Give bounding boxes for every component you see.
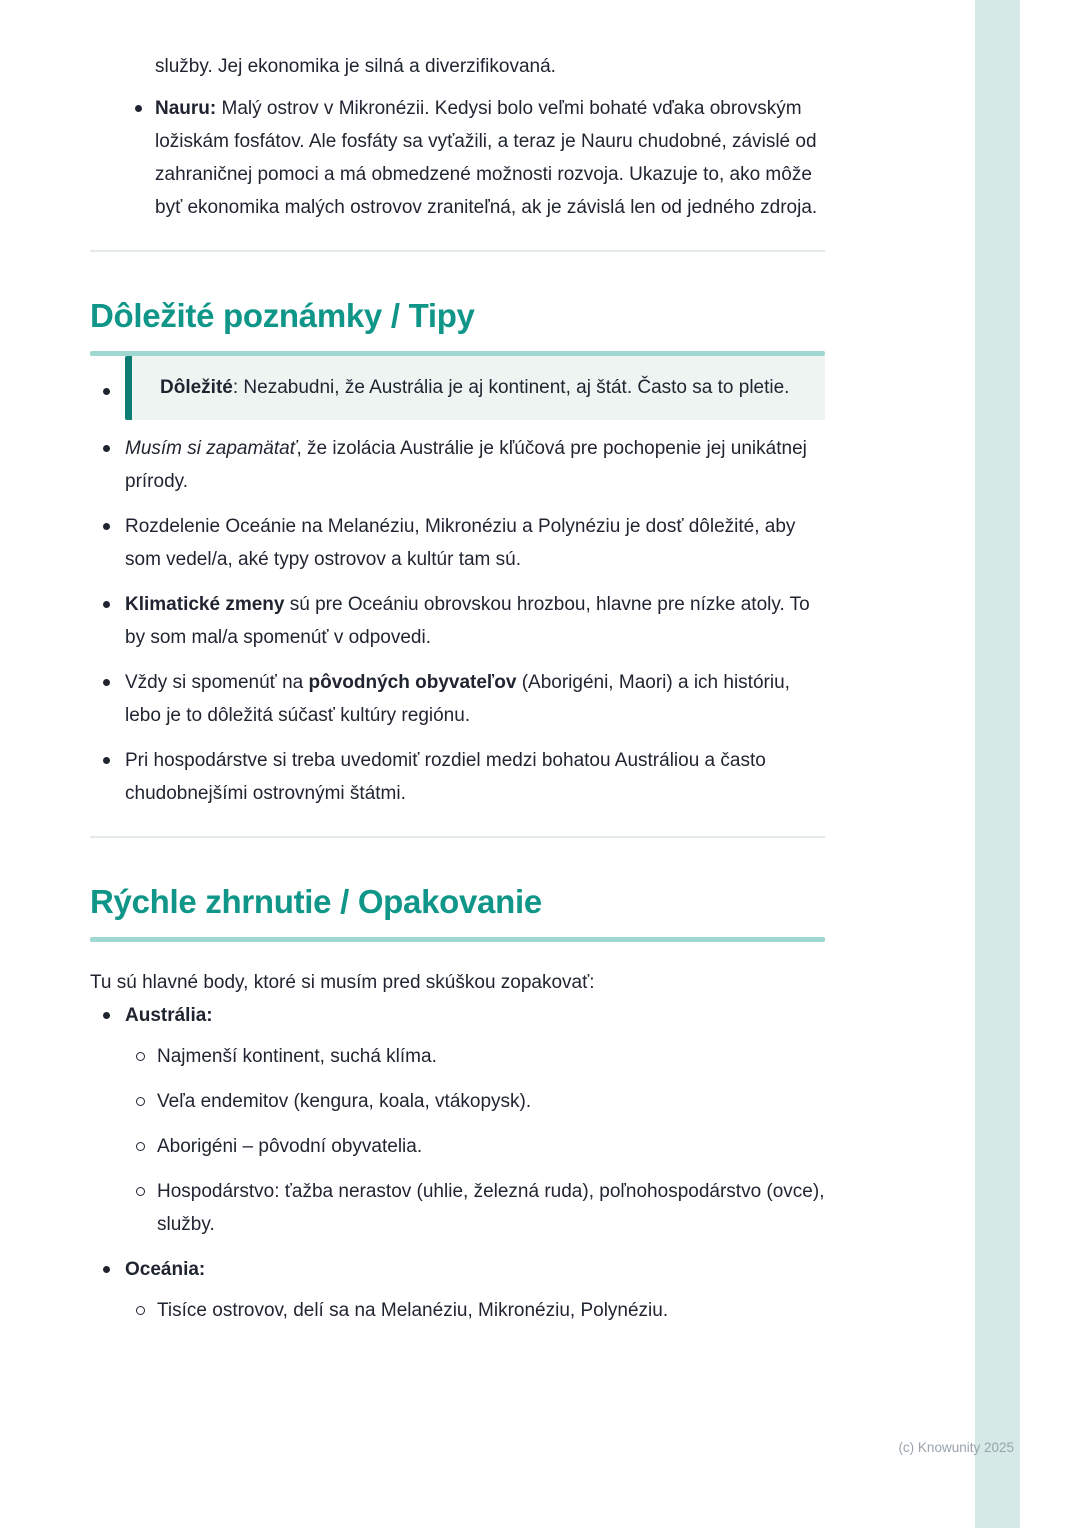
list-item-text: , že izolácia Austrálie je kľúčová pre pochopenie jej unikátnej prírody.	[125, 438, 807, 492]
list-item-text: (Aborigéni, Maori) a ich históriu, lebo je to dôležitá súčasť kultúry regiónu.	[125, 672, 790, 726]
callout-list	[90, 356, 825, 420]
list-item	[125, 1085, 825, 1118]
term-label: Klimatické zmeny	[125, 594, 285, 615]
emphasized-text: Musím si zapamätať	[125, 438, 297, 459]
bullet-list-states	[90, 92, 825, 224]
page-edge-stripe	[975, 0, 1020, 1528]
section-divider	[90, 250, 825, 252]
callout-text: : Nezabudni, že Austrália je aj kontinent, aj štát. Často sa to pletie.	[232, 377, 790, 398]
group-label: Oceánia:	[125, 1259, 206, 1280]
term-label: Nauru:	[155, 98, 217, 119]
list-item-text: Pri hospodárstve si treba uvedomiť rozdiel medzi bohatou Austráliou a často chudobnejšími ostrovnými štátmi.	[125, 750, 766, 804]
list-item-text: Vždy si spomenúť na	[125, 672, 309, 693]
copyright-footer: (c) Knowunity 2025	[898, 1440, 1014, 1455]
list-item-text: Hospodárstvo: ťažba nerastov (uhlie, železná ruda), poľnohospodárstvo (ovce), služby.	[157, 1181, 825, 1235]
list-item	[125, 1294, 825, 1327]
paragraph-continuation: služby. Jej ekonomika je silná a diverzifikovaná.	[155, 56, 556, 77]
list-item-text: Malý ostrov v Mikronézii. Kedysi bolo veľmi bohaté vďaka obrovským ložiskám fosfátov. Ale fosfáty sa vyťažili, a teraz je Nauru chudobné, závislé od zahraničnej pomoci a má obmedzené možnosti rozvoja. Ukazuje to, ako môže byť ekonomika malých ostrovov zraniteľná, ak je závislá len od jedného zdroja.	[155, 98, 818, 218]
callout-label: Dôležité	[160, 377, 233, 398]
list-item-callout	[90, 356, 825, 420]
list-item	[90, 744, 825, 810]
oceania-sublist	[125, 1294, 825, 1327]
list-item	[125, 1130, 825, 1163]
term-label: pôvodných obyvateľov	[308, 672, 517, 693]
list-item-text: Aborigéni – pôvodní obyvatelia.	[157, 1136, 423, 1157]
list-item	[90, 588, 825, 654]
list-item	[90, 432, 825, 498]
list-item-text: Najmenší kontinent, suchá klíma.	[157, 1046, 437, 1067]
list-item-nauru	[90, 92, 825, 224]
australia-sublist	[125, 1040, 825, 1241]
list-item	[90, 666, 825, 732]
title-underline	[90, 937, 825, 942]
section-divider	[90, 836, 825, 838]
list-item-text: Veľa endemitov (kengura, koala, vtákopysk).	[157, 1091, 532, 1112]
list-item-text: sú pre Oceániu obrovskou hrozbou, hlavne pre nízke atoly. To by som mal/a spomenúť v odpovedi.	[125, 594, 810, 648]
section-title-notes: Dôležité poznámky / Tipy	[90, 297, 475, 334]
list-item-text: Tisíce ostrovov, delí sa na Melanéziu, Mikronéziu, Polynéziu.	[157, 1300, 669, 1321]
group-label: Austrália:	[125, 1005, 213, 1026]
summary-intro: Tu sú hlavné body, ktoré si musím pred skúškou zopakovať:	[90, 972, 595, 993]
list-item-australia	[90, 999, 825, 1241]
list-item	[125, 1040, 825, 1073]
list-item-text: Rozdelenie Oceánie na Melanéziu, Mikronéziu a Polynéziu je dosť dôležité, aby som vedel/a, aké typy ostrovov a kultúr tam sú.	[125, 516, 796, 570]
section-title-summary: Rýchle zhrnutie / Opakovanie	[90, 883, 542, 920]
list-item-oceania	[90, 1253, 825, 1327]
notes-bullet-list	[90, 432, 825, 810]
important-callout	[125, 356, 825, 420]
list-item	[125, 1175, 825, 1241]
list-item	[90, 510, 825, 576]
summary-bullet-list	[90, 999, 825, 1327]
